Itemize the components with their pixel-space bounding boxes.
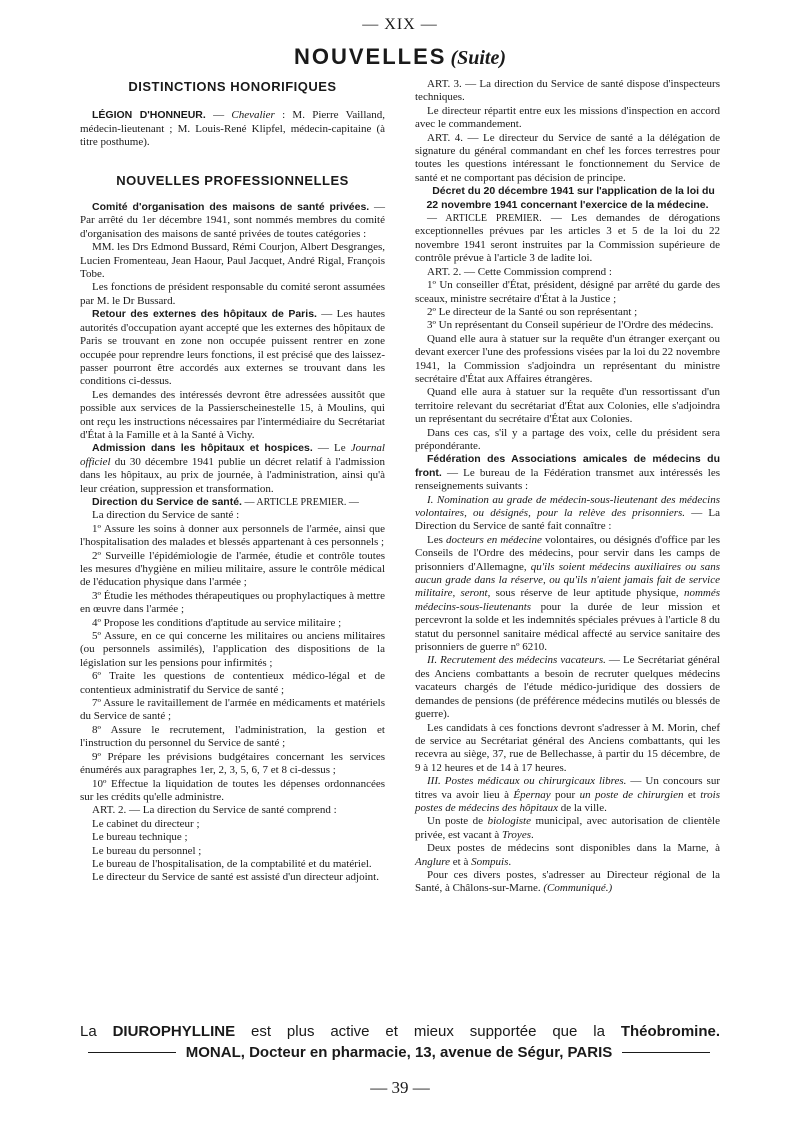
art2-end: Le directeur du Service de santé est assisté d'un directeur adjoint. <box>92 871 379 884</box>
direction-item: 3º Étudie les méthodes thérapeutiques ou prophylactiques à mettre en œuvre dans l'armée ; <box>80 589 385 616</box>
fed-III-p3 <box>415 869 720 896</box>
left-column <box>80 78 385 885</box>
fed-III-i1: Épernay <box>513 788 551 801</box>
direction-item: 2º Surveille l'épidémiologie de l'armée, étudie et contrôle toutes les mesures d'hygiène en milieu militaire, assure le contrôle médical de l'éducation physique dans l'armée ; <box>80 549 385 589</box>
fed-I-paragraph <box>415 494 720 534</box>
fed-III-p2 <box>415 842 720 869</box>
art2-item: Le bureau du personnel ; <box>92 844 202 857</box>
direction-article: — ARTICLE PREMIER. — <box>241 496 359 508</box>
page-title-suffix: (Suite) <box>450 47 507 69</box>
ad-text-a: La <box>80 1023 97 1040</box>
comite-president: Les fonctions de président responsable du comité seront assumées par M. le Dr Bussard. <box>80 281 385 307</box>
retour-paragraph <box>80 308 385 388</box>
fed-III-i3: trois postes de médecins des hôpitaux <box>415 788 720 814</box>
fed-III-p1-b: municipal, avec autorisation de clientèle privée, est vacant à <box>415 815 720 841</box>
comite-text: — Par arrêté du 1er décembre 1941, sont nommés membres du comité d'organisation des maisons de santé privées de toutes catégories : <box>80 201 386 240</box>
direction-item: 1º Assure les soins à donner aux personnels de l'armée, ainsi que l'hospitalisation des malades et blessés appartenant à ces personnels ; <box>80 522 385 549</box>
fed-II-paragraph <box>415 654 720 721</box>
art2-paragraph: ART. 2. — La direction du Service de santé comprend : <box>92 804 337 817</box>
section-heading-distinctions: DISTINCTIONS HONORIFIQUES <box>128 79 337 94</box>
decret-item: 2º Le directeur de la Santé ou son représentant ; <box>427 305 638 318</box>
fed-III-p2-a: Deux postes de médecins sont disponibles dans la Marne, à <box>427 842 720 855</box>
fed-I-i2: qu'ils soient médecins auxiliaires ou sans aucun grade dans la réserve, ou qu'ils n'aient jamais fait de service militaire, seront, <box>415 560 720 600</box>
decret-heading: Décret du 20 décembre 1941 sur l'application de la loi du 22 novembre 1941 concernant l'exercice de la médecine. <box>426 185 715 211</box>
fed-III-c: et <box>683 788 701 801</box>
art2-item: Le cabinet du directeur ; <box>92 817 200 830</box>
retour-head: Retour des externes des hôpitaux de Paris. <box>92 308 317 321</box>
direction-item: 9º Prépare les prévisions budgétaires concernant les services énumérés aux paragraphes 1er, 2, 3, 5, 6, 7 et 8 ci-dessus ; <box>80 750 385 777</box>
art4-paragraph: ART. 4. — Le directeur du Service de santé a la délégation de signature du général commandant en chef les forces terrestres pour toutes les questions intéressant le fonctionnement du Service de santé et ne comportant pas décision de principe. <box>415 131 720 184</box>
retour-paragraph-2: Les demandes des intéressés devront être adressées aussitôt que possible aux services de la Passierscheinestelle 15, à Moulins, qui ont reçu les instructions nécessaires par l'intermédiaire du Secrétariat d'État à la Famille et à la Santé à Vichy. <box>80 388 385 441</box>
fed-III-p1-a: Un poste de <box>427 815 488 828</box>
comite-paragraph <box>80 201 385 241</box>
fed-paragraph <box>415 453 720 493</box>
fed-I-body <box>415 534 720 655</box>
art3-paragraph: ART. 3. — La direction du Service de santé dispose d'inspecteurs techniques. <box>415 78 720 104</box>
direction-intro: La direction du Service de santé : <box>92 509 240 522</box>
fed-III-p2-i2: Sompuis <box>471 855 509 868</box>
fed-III-italic: III. Postes médicaux ou chirurgicaux libres. <box>427 775 627 788</box>
fed-III-p1-i: biologiste <box>487 815 531 828</box>
ad-text-b: est plus active et mieux supportée que la <box>251 1023 605 1040</box>
fed-I-b: volontaires, ou désignés d'office par les Conseils de l'Ordre des médecins, pour servir dans les camps de prisonniers d'Allemagne, <box>415 533 720 573</box>
direction-item: 10º Effectue la liquidation de toutes les dépenses ordonnancées sur les crédits qu'elle administre. <box>80 777 385 803</box>
ad-address: MONAL, Docteur en pharmacie, 13, avenue de Ségur, PARIS <box>185 1044 613 1061</box>
fed-I-italic: I. Nomination au grade de médecin-sous-lieutenant des médecins volontaires, ou désignés, pour la relève des prisonniers. <box>415 493 720 519</box>
fed-III-p2-b: et à <box>450 855 472 868</box>
decret-paragraph <box>415 212 720 266</box>
decret-p1: Quand elle aura à statuer sur la requête d'un étranger exerçant ou devant exercer l'une des professions visées par la loi du 22 novembre 1941, la Commission s'adjoindra un représentant du ministre secrétaire d'État aux Affaires étrangères. <box>415 332 720 385</box>
fed-head: Fédération des Associations amicales de médecins du front. <box>415 453 720 479</box>
ad-brand: DIUROPHYLLINE <box>112 1023 236 1040</box>
fed-III-d: de la ville. <box>557 801 607 814</box>
advertisement-line-2 <box>80 1044 720 1061</box>
legion-paragraph: LÉGION D'HONNEUR. — Chevalier : M. Pierre Vailland, médecin-lieutenant ; M. Louis-René Klipfel, médecin-capitaine (à titre posthume). <box>80 109 386 149</box>
legion-chevalier: Chevalier <box>231 109 275 122</box>
decret-article: — ARTICLE PREMIER. <box>427 213 542 225</box>
fed-I-d: pour la durée de leur mission et percevront la solde et les indemnités spéciales prévues à l'article 8 du statut du personnel sanitaire médical affecté au service sanitaire des prisonniers de guerre nº 6210. <box>415 600 720 654</box>
comite-head: Comité d'organisation des maisons de santé privées. <box>92 201 370 214</box>
retour-text: — Les hautes autorités d'occupation ayant accepté que les externes des hôpitaux de Paris se trouvant en zone non occupée puissent rentrer en zone occupée pour reprendre leurs fonctions, il est précisé que des laissez-passer pourront être accordés aux externes se trouvant dans les conditions ci-dessus. <box>80 308 385 388</box>
fed-I-text: — La Direction du Service de santé fait connaître : <box>415 507 721 533</box>
admission-text-a: — Le <box>312 442 351 455</box>
ad-rule-left <box>88 1052 176 1053</box>
ad-text-c: Théobromine. <box>620 1023 721 1040</box>
art3-paragraph-2: Le directeur répartit entre eux les missions d'inspection en accord avec le commandement. <box>415 104 720 131</box>
fed-III-paragraph <box>415 775 720 815</box>
admission-text-b: du 30 décembre 1941 publie un décret relatif à l'admission dans les hôpitaux, au prix de journée, à l'administration, ainsi qu'à leur création, suppression et transformation. <box>80 455 385 495</box>
admission-head: Admission dans les hôpitaux et hospices. <box>92 442 313 455</box>
legion-head: LÉGION D'HONNEUR. <box>92 109 206 122</box>
page-title <box>0 44 800 70</box>
right-column <box>415 78 720 896</box>
fed-text: — Le bureau de la Fédération transmet aux intéressés les renseignements suivants : <box>415 466 720 493</box>
fed-III-p3-i: (Communiqué.) <box>543 882 613 895</box>
fed-III-p3-a: Pour ces divers postes, s'adresser au Directeur régional de la Santé, à Châlons-sur-Marne. <box>415 868 720 895</box>
direction-item: 5º Assure, en ce qui concerne les militaires ou anciens militaires (ou personnels assimilés), l'application des dispositions de la législation sur les pensions pour infirmités ; <box>80 630 385 669</box>
fed-I-i3: nommés médecins-sous-lieutenants <box>415 587 720 613</box>
fed-III-p2-i1: Anglure <box>415 855 451 868</box>
advertisement-line-1 <box>80 1023 720 1040</box>
section-heading-nouvelles: NOUVELLES PROFESSIONNELLES <box>116 172 349 188</box>
direction-item: 8º Assure le recrutement, l'administration, la gestion et l'instruction du personnel du Service de santé ; <box>80 723 385 750</box>
fed-II-text: — Le Secrétariat général des Anciens combattants a besoin de recruter quelques médecins vacateurs chargés de l'étude médico-juridique des dossiers de demandes de pensions (de préférence médecins mutilés ou blessés de guerre). <box>415 654 720 721</box>
ad-rule-right <box>622 1052 710 1053</box>
admission-paragraph <box>80 442 385 496</box>
fed-III-p1-c: . <box>530 828 534 841</box>
fed-I-a: Les <box>427 533 446 546</box>
roman-page-number: — XIX — <box>362 16 438 33</box>
fed-III-a: — Un concours sur titres va avoir lieu à <box>415 775 720 801</box>
decret-item: 3º Un représentant du Conseil supérieur de l'Ordre des médecins. <box>427 319 714 332</box>
page-title-main: NOUVELLES <box>293 44 447 69</box>
direction-item: 7º Assure le ravitaillement de l'armée en médicaments et matériels du Service de santé ; <box>80 697 385 723</box>
art2-item: Le bureau de l'hospitalisation, de la comptabilité et du matériel. <box>92 857 372 870</box>
fed-I-i1: docteurs en médecine <box>445 533 542 546</box>
fed-II-body: Les candidats à ces fonctions devront s'adresser à M. Morin, chef de service au Secrétariat général des Anciens combattants, qui les recevra au siège, 37, rue de Bellechasse, à partir du 15 décembre, de 9 à 12 heures et de 14 à 17 heures. <box>415 721 720 774</box>
fed-III-p1 <box>415 815 720 842</box>
direction-item: 6º Traite les questions de contentieux médico-légal et de contentieux administratif du Service de santé ; <box>80 670 385 696</box>
fed-II-italic: II. Recrutement des médecins vacateurs. <box>427 654 606 667</box>
legion-text: : M. Pierre Vailland, médecin-lieutenant ; M. Louis-René Klipfel, médecin-capitaine (à titre posthume). <box>80 109 386 149</box>
decret-text: — Les demandes de dérogations exceptionnelles prévues par les articles 3 et 5 de la loi du 22 novembre 1941 seront instruites par la Commission supérieure de contrôle prévue à l'article 3 de ladite loi. <box>415 212 720 265</box>
fed-I-c: sous réserve de leur aptitude physique, <box>490 587 684 600</box>
fed-III-i2: un poste de chirurgien <box>579 788 684 801</box>
fed-III-p1-i2: Troyes <box>502 828 531 841</box>
art2-item: Le bureau technique ; <box>92 831 188 844</box>
direction-paragraph <box>80 496 385 509</box>
admission-journal: Journal officiel <box>80 442 385 468</box>
direction-item: 4º Propose les conditions d'aptitude au service militaire ; <box>92 616 342 629</box>
comite-members: MM. les Drs Edmond Bussard, Rémi Courjon, Albert Desgranges, Lucien Fromenteau, Jean Haour, Paul Jacquet, André Rigal, François Tobe. <box>80 241 385 281</box>
decret-p3: Dans ces cas, s'il y a partage des voix, celle du président sera prépondérante. <box>415 426 720 452</box>
fed-III-p2-c: . <box>508 855 512 868</box>
decret-p2: Quand elle aura à statuer sur la requête d'un ressortissant d'un territoire relevant du secrétariat d'État aux Colonies, elle s'adjoindra un représentant du secrétaire d'État aux Colonies. <box>415 386 720 426</box>
page-number: — 39 — <box>370 1078 430 1097</box>
fed-III-b: pour <box>550 788 580 801</box>
direction-head: Direction du Service de santé. <box>92 495 242 508</box>
decret-item: 1º Un conseiller d'État, président, désigné par arrêté du garde des sceaux, ministre secrétaire d'État à la Justice ; <box>415 279 720 305</box>
decret-art2: ART. 2. — Cette Commission comprend : <box>427 265 612 278</box>
